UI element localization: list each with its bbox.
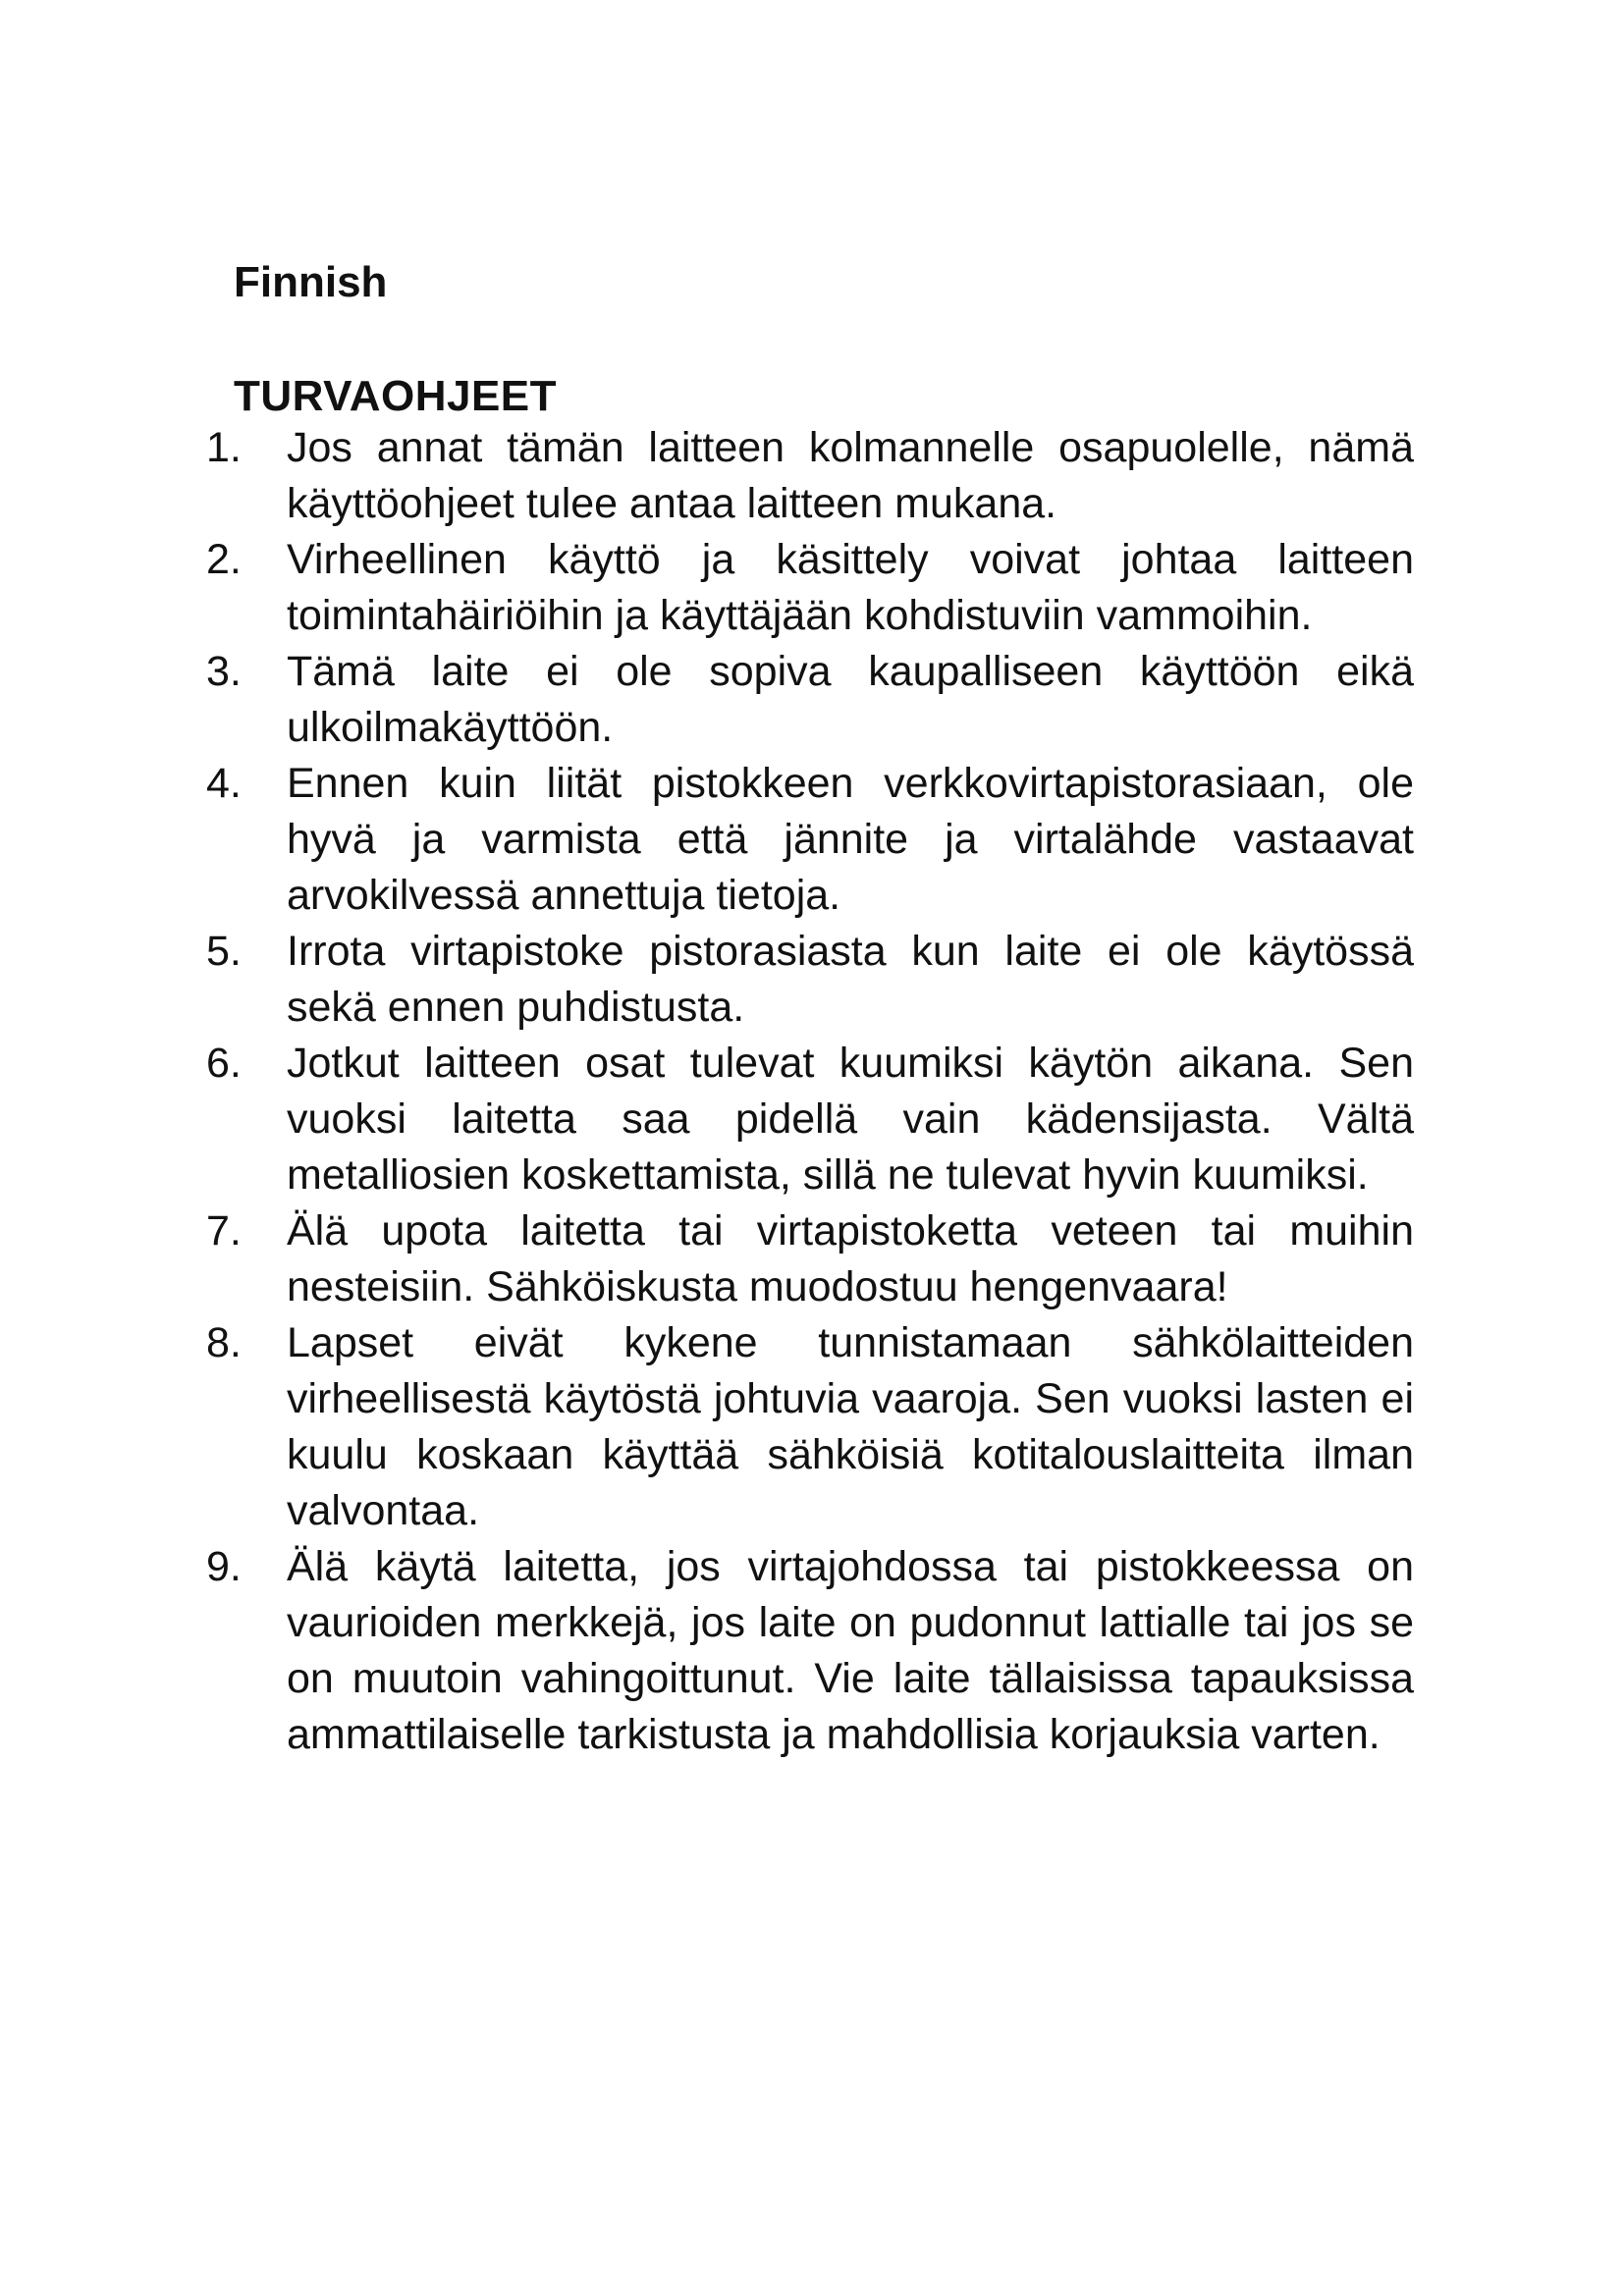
list-item bbox=[206, 1203, 1414, 1315]
item-text: Jotkut laitteen osat tulevat kuumiksi käytön aikana. Sen vuoksi laitetta saa pidellä vain kädensijasta. Vältä metalliosien koskettamista, sillä ne tulevat hyvin kuumiksi. bbox=[287, 1040, 1414, 1199]
list-item bbox=[206, 924, 1414, 1036]
language-label: Finnish bbox=[234, 258, 388, 306]
safety-instructions-list bbox=[206, 420, 1414, 1763]
list-item bbox=[206, 532, 1414, 644]
list-item bbox=[206, 644, 1414, 756]
list-item bbox=[206, 420, 1414, 532]
item-text: Älä upota laitetta tai virtapistoketta veteen tai muihin nesteisiin. Sähköiskusta muodostuu hengenvaara! bbox=[287, 1207, 1414, 1310]
item-number: 6. bbox=[206, 1040, 242, 1087]
item-text: Virheellinen käyttö ja käsittely voivat johtaa laitteen toimintahäiriöihin ja käyttäjään kohdistuviin vammoihin. bbox=[287, 536, 1414, 639]
list-item bbox=[206, 756, 1414, 924]
item-text: Ennen kuin liität pistokkeen verkkovirtapistorasiaan, ole hyvä ja varmista että jännite ja virtalähde vastaavat arvokilvessä annettuja tietoja. bbox=[287, 760, 1414, 919]
item-text: Tämä laite ei ole sopiva kaupalliseen käyttöön eikä ulkoilmakäyttöön. bbox=[287, 648, 1414, 751]
item-text: Lapset eivät kykene tunnistamaan sähkölaitteiden virheellisestä käytöstä johtuvia vaaroja. Sen vuoksi lasten ei kuulu koskaan käyttää sähköisiä kotitalouslaitteita ilman valvontaa. bbox=[287, 1319, 1414, 1534]
item-number: 3. bbox=[206, 648, 242, 695]
item-number: 5. bbox=[206, 928, 242, 975]
item-number: 8. bbox=[206, 1319, 242, 1366]
item-number: 7. bbox=[206, 1207, 242, 1255]
item-number: 1. bbox=[206, 424, 242, 471]
item-text: Älä käytä laitetta, jos virtajohdossa tai pistokkeessa on vaurioiden merkkejä, jos laite on pudonnut lattialle tai jos se on muutoin vahingoittunut. Vie laite tällaisissa tapauksissa ammattilaiselle tarkistusta ja mahdollisia korjauksia varten. bbox=[287, 1543, 1414, 1758]
item-text: Jos annat tämän laitteen kolmannelle osapuolelle, nämä käyttöohjeet tulee antaa laitteen mukana. bbox=[287, 424, 1414, 527]
list-item bbox=[206, 1315, 1414, 1539]
item-number: 4. bbox=[206, 760, 242, 807]
item-text: Irrota virtapistoke pistorasiasta kun laite ei ole käytössä sekä ennen puhdistusta. bbox=[287, 928, 1414, 1031]
item-number: 9. bbox=[206, 1543, 242, 1590]
item-number: 2. bbox=[206, 536, 242, 583]
list-item bbox=[206, 1036, 1414, 1203]
section-title: TURVAOHJEET bbox=[234, 372, 558, 420]
list-item bbox=[206, 1539, 1414, 1763]
